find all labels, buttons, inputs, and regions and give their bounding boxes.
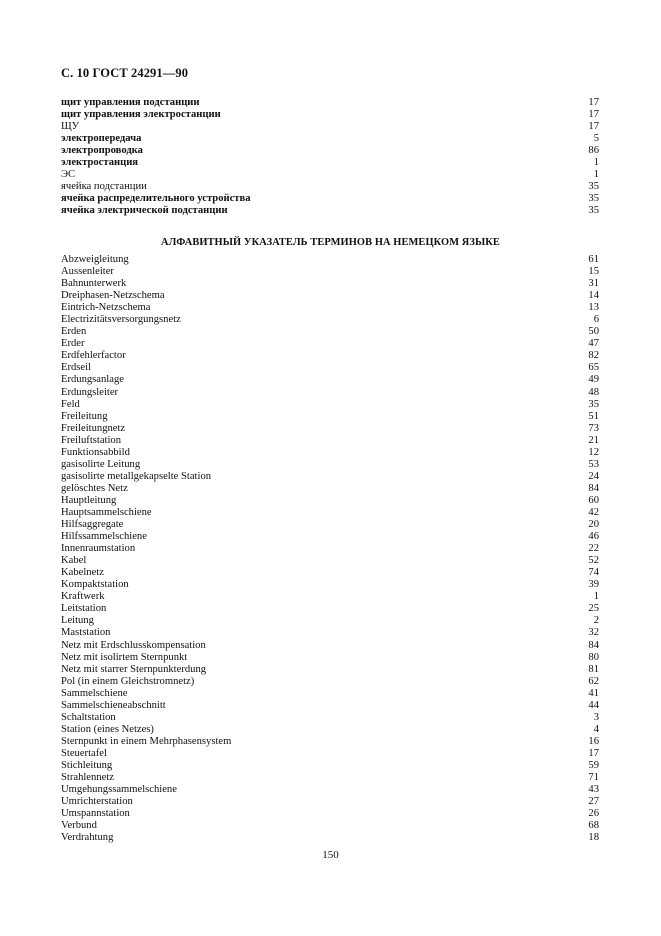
german-index-term: Umspannstation bbox=[61, 808, 130, 820]
german-index-term: Hilfssammelschiene bbox=[61, 531, 147, 543]
german-index-page-ref: 53 bbox=[588, 458, 599, 470]
german-index-entry bbox=[61, 362, 599, 374]
german-index-page-ref: 81 bbox=[588, 663, 599, 675]
german-index-term: gasisolirte Leitung bbox=[61, 458, 141, 470]
german-index-entry bbox=[61, 688, 599, 700]
russian-index-entry bbox=[61, 193, 599, 205]
russian-index-term: щит управления подстанции bbox=[61, 97, 200, 108]
german-index-term: Erdseil bbox=[61, 362, 92, 374]
german-index-term: Dreiphasen-Netzschema bbox=[61, 290, 165, 302]
russian-index-term: ЭС bbox=[61, 169, 76, 181]
german-index-term: Verdrahtung bbox=[61, 832, 114, 844]
german-index-term: Sammelschieneabschnitt bbox=[61, 699, 166, 711]
german-index-term: Hauptleitung bbox=[61, 494, 117, 506]
russian-index-page-ref: 1 bbox=[593, 157, 599, 169]
russian-index-entry bbox=[61, 169, 599, 181]
russian-index-entry bbox=[61, 109, 599, 121]
german-index-entry bbox=[61, 748, 599, 760]
russian-index-entry bbox=[61, 181, 599, 193]
german-index-entry bbox=[61, 543, 599, 555]
german-index-entry bbox=[61, 772, 599, 784]
german-index-entry bbox=[61, 435, 599, 447]
german-index-entry bbox=[61, 471, 599, 483]
german-index-page-ref: 47 bbox=[588, 338, 599, 350]
german-index-page-ref: 31 bbox=[588, 278, 599, 290]
german-index-entry bbox=[61, 652, 599, 664]
german-index-page-ref: 43 bbox=[588, 784, 599, 796]
german-index-entry bbox=[61, 302, 599, 314]
page-header: С. 10 ГОСТ 24291—90 bbox=[61, 66, 189, 80]
russian-index-term: ячейка электрической подстанции bbox=[61, 205, 228, 217]
german-index-entry bbox=[61, 399, 599, 411]
german-index-page-ref: 84 bbox=[588, 482, 599, 494]
german-index-page-ref: 48 bbox=[588, 386, 599, 398]
german-index-term: Kompaktstation bbox=[61, 579, 129, 591]
german-index-page-ref: 52 bbox=[588, 555, 599, 567]
german-index-entry bbox=[61, 591, 599, 603]
german-index-page-ref: 49 bbox=[588, 374, 599, 386]
german-index-page-ref: 17 bbox=[588, 747, 599, 759]
german-index-page-ref: 60 bbox=[588, 494, 599, 506]
russian-index-term: электропередача bbox=[61, 133, 142, 145]
german-index-page-ref: 26 bbox=[588, 808, 599, 820]
german-index-entry bbox=[61, 832, 599, 844]
german-index-entry bbox=[61, 579, 599, 591]
russian-index-page-ref: 17 bbox=[588, 121, 599, 133]
german-index-entry bbox=[61, 266, 599, 278]
german-index-page-ref: 15 bbox=[588, 266, 599, 278]
german-index-entry bbox=[61, 808, 599, 820]
german-index-term: Station (eines Netzes) bbox=[61, 723, 154, 735]
german-index-page-ref: 14 bbox=[588, 290, 599, 302]
russian-index-term: щит управления электростанции bbox=[61, 109, 221, 121]
russian-index-page-ref: 86 bbox=[588, 145, 599, 157]
german-index-page-ref: 82 bbox=[588, 350, 599, 362]
german-index-term: Eintrich-Netzschema bbox=[61, 302, 151, 314]
german-index-term: Umgehungssammelschiene bbox=[61, 784, 177, 796]
german-index-entry bbox=[61, 290, 599, 302]
german-index-page-ref: 59 bbox=[588, 759, 599, 771]
german-index-entry bbox=[61, 736, 599, 748]
german-index-page-ref: 16 bbox=[588, 735, 599, 747]
russian-index-entry bbox=[61, 157, 599, 169]
german-index-term: Sammelschiene bbox=[61, 687, 128, 699]
german-index-term: Erden bbox=[61, 326, 87, 338]
german-index-term: Sternpunkt in einem Mehrphasensystem bbox=[61, 735, 232, 747]
german-index-page-ref: 2 bbox=[593, 615, 599, 627]
german-index-entry bbox=[61, 712, 599, 724]
german-index-page-ref: 13 bbox=[588, 302, 599, 314]
german-index-entry bbox=[61, 555, 599, 567]
german-index-entry bbox=[61, 495, 599, 507]
german-index-term: Steuertafel bbox=[61, 747, 107, 759]
german-index-page-ref: 61 bbox=[588, 254, 599, 265]
russian-index-page-ref: 5 bbox=[593, 133, 599, 145]
german-index-term: gasisolirte metallgekapselte Station bbox=[61, 470, 212, 482]
german-index-term: Erder bbox=[61, 338, 85, 350]
russian-index-page-ref: 35 bbox=[588, 193, 599, 205]
german-index-page-ref: 32 bbox=[588, 627, 599, 639]
german-index-term: Netz mit isolirtem Sternpunkt bbox=[61, 651, 188, 663]
german-index-term: Erdungsleiter bbox=[61, 386, 119, 398]
german-index-term: Leitstation bbox=[61, 603, 107, 615]
german-index-entry bbox=[61, 350, 599, 362]
german-index-entry bbox=[61, 627, 599, 639]
german-index-term: Erdfehlerfactor bbox=[61, 350, 126, 362]
russian-index-page-ref: 17 bbox=[588, 109, 599, 121]
german-index-term: Erdungsanlage bbox=[61, 374, 124, 386]
german-index-page-ref: 35 bbox=[588, 398, 599, 410]
german-index-entry bbox=[61, 411, 599, 423]
german-index-page-ref: 42 bbox=[588, 506, 599, 518]
german-index-term: Hilfsaggregate bbox=[61, 519, 124, 531]
german-index-entry bbox=[61, 278, 599, 290]
german-index-page-ref: 68 bbox=[588, 820, 599, 832]
german-index-entry bbox=[61, 796, 599, 808]
german-index-entry bbox=[61, 314, 599, 326]
german-index-term: Schaltstation bbox=[61, 711, 116, 723]
russian-index-page-ref: 1 bbox=[593, 169, 599, 181]
german-index-term: Electrizitätsversorgungsnetz bbox=[61, 314, 181, 326]
german-index-term: Freileitungnetz bbox=[61, 422, 126, 434]
german-index-page-ref: 41 bbox=[588, 687, 599, 699]
german-index-term: Kabel bbox=[61, 555, 87, 567]
german-index-entry bbox=[61, 254, 599, 266]
german-index-term: Hauptsammelschiene bbox=[61, 506, 152, 518]
german-index-term: Freileitung bbox=[61, 410, 108, 422]
german-index-term: Pol (in einem Gleichstromnetz) bbox=[61, 675, 195, 687]
german-index-page-ref: 65 bbox=[588, 362, 599, 374]
german-index-term: Leitung bbox=[61, 615, 94, 627]
german-index-page-ref: 3 bbox=[593, 711, 599, 723]
russian-index-page-ref: 35 bbox=[588, 205, 599, 217]
russian-index-term: электростанция bbox=[61, 157, 139, 169]
german-index-page-ref: 71 bbox=[588, 772, 599, 784]
german-index-term: Kabelnetz bbox=[61, 567, 104, 579]
german-index-page-ref: 6 bbox=[593, 314, 599, 326]
german-index-page-ref: 4 bbox=[593, 723, 599, 735]
german-index-page-ref: 46 bbox=[588, 531, 599, 543]
german-index-page-ref: 24 bbox=[588, 470, 599, 482]
german-index-term: Funktionsabbild bbox=[61, 446, 130, 458]
german-index-page-ref: 74 bbox=[588, 567, 599, 579]
german-index-entry bbox=[61, 326, 599, 338]
russian-index-entry bbox=[61, 121, 599, 133]
german-index-entry bbox=[61, 507, 599, 519]
russian-index-entry bbox=[61, 145, 599, 157]
russian-index-entry bbox=[61, 205, 599, 217]
german-index-entry bbox=[61, 676, 599, 688]
german-index-page-ref: 18 bbox=[588, 832, 599, 844]
german-index-page-ref: 44 bbox=[588, 699, 599, 711]
german-index-entry bbox=[61, 447, 599, 459]
german-index-entry bbox=[61, 640, 599, 652]
german-index-page-ref: 50 bbox=[588, 326, 599, 338]
german-index-page-ref: 39 bbox=[588, 579, 599, 591]
german-index-entry bbox=[61, 664, 599, 676]
german-index-term: Abzweigleitung bbox=[61, 254, 129, 265]
russian-index-term: электропроводка bbox=[61, 145, 143, 157]
german-index-entry bbox=[61, 387, 599, 399]
german-index-term: Strahlennetz bbox=[61, 772, 114, 784]
german-term-list bbox=[61, 254, 599, 844]
russian-term-list bbox=[61, 97, 599, 217]
german-index-term: Netz mit Erdschlusskompensation bbox=[61, 639, 206, 651]
german-index-page-ref: 73 bbox=[588, 422, 599, 434]
german-index-term: Umrichterstation bbox=[61, 796, 133, 808]
german-index-page-ref: 1 bbox=[593, 591, 599, 603]
german-index-entry bbox=[61, 820, 599, 832]
section-title: АЛФАВИТНЫЙ УКАЗАТЕЛЬ ТЕРМИНОВ НА НЕМЕЦКОМ ЯЗЫКЕ bbox=[161, 237, 500, 248]
german-index-entry bbox=[61, 700, 599, 712]
russian-index-term: ЩУ bbox=[61, 121, 80, 133]
german-index-entry bbox=[61, 760, 599, 772]
german-index-entry bbox=[61, 459, 599, 471]
german-index-term: Bahnunterwerk bbox=[61, 278, 127, 290]
german-index-entry bbox=[61, 483, 599, 495]
german-index-page-ref: 51 bbox=[588, 410, 599, 422]
german-index-page-ref: 20 bbox=[588, 519, 599, 531]
german-index-page-ref: 12 bbox=[588, 446, 599, 458]
german-index-entry bbox=[61, 531, 599, 543]
russian-index-entry bbox=[61, 97, 599, 109]
german-index-term: Feld bbox=[61, 398, 80, 410]
german-index-term: Verbund bbox=[61, 820, 97, 832]
german-index-page-ref: 21 bbox=[588, 434, 599, 446]
german-index-term: Aussenleiter bbox=[61, 266, 114, 278]
german-index-entry bbox=[61, 374, 599, 386]
russian-index-page-ref: 35 bbox=[588, 181, 599, 193]
german-index-term: Netz mit starrer Sternpunkterdung bbox=[61, 663, 207, 675]
german-index-page-ref: 84 bbox=[588, 639, 599, 651]
german-index-page-ref: 25 bbox=[588, 603, 599, 615]
german-index-entry bbox=[61, 724, 599, 736]
german-index-term: Stichleitung bbox=[61, 759, 113, 771]
german-index-page-ref: 27 bbox=[588, 796, 599, 808]
german-index-term: Freiluftstation bbox=[61, 434, 122, 446]
german-index-page-ref: 62 bbox=[588, 675, 599, 687]
german-index-page-ref: 22 bbox=[588, 543, 599, 555]
page-number: 150 bbox=[322, 849, 339, 861]
russian-index-page-ref: 17 bbox=[588, 97, 599, 108]
german-index-entry bbox=[61, 784, 599, 796]
russian-index-entry bbox=[61, 133, 599, 145]
russian-index-term: ячейка подстанции bbox=[61, 181, 147, 193]
german-index-entry bbox=[61, 567, 599, 579]
german-index-entry bbox=[61, 423, 599, 435]
german-index-entry bbox=[61, 519, 599, 531]
german-index-entry bbox=[61, 603, 599, 615]
german-index-entry bbox=[61, 615, 599, 627]
german-index-entry bbox=[61, 338, 599, 350]
german-index-term: gelöschtes Netz bbox=[61, 482, 128, 494]
german-index-page-ref: 80 bbox=[588, 651, 599, 663]
german-index-term: Kraftwerk bbox=[61, 591, 105, 603]
russian-index-term: ячейка распределительного устройства bbox=[61, 193, 251, 205]
german-index-term: Innenraumstation bbox=[61, 543, 136, 555]
german-index-term: Maststation bbox=[61, 627, 111, 639]
